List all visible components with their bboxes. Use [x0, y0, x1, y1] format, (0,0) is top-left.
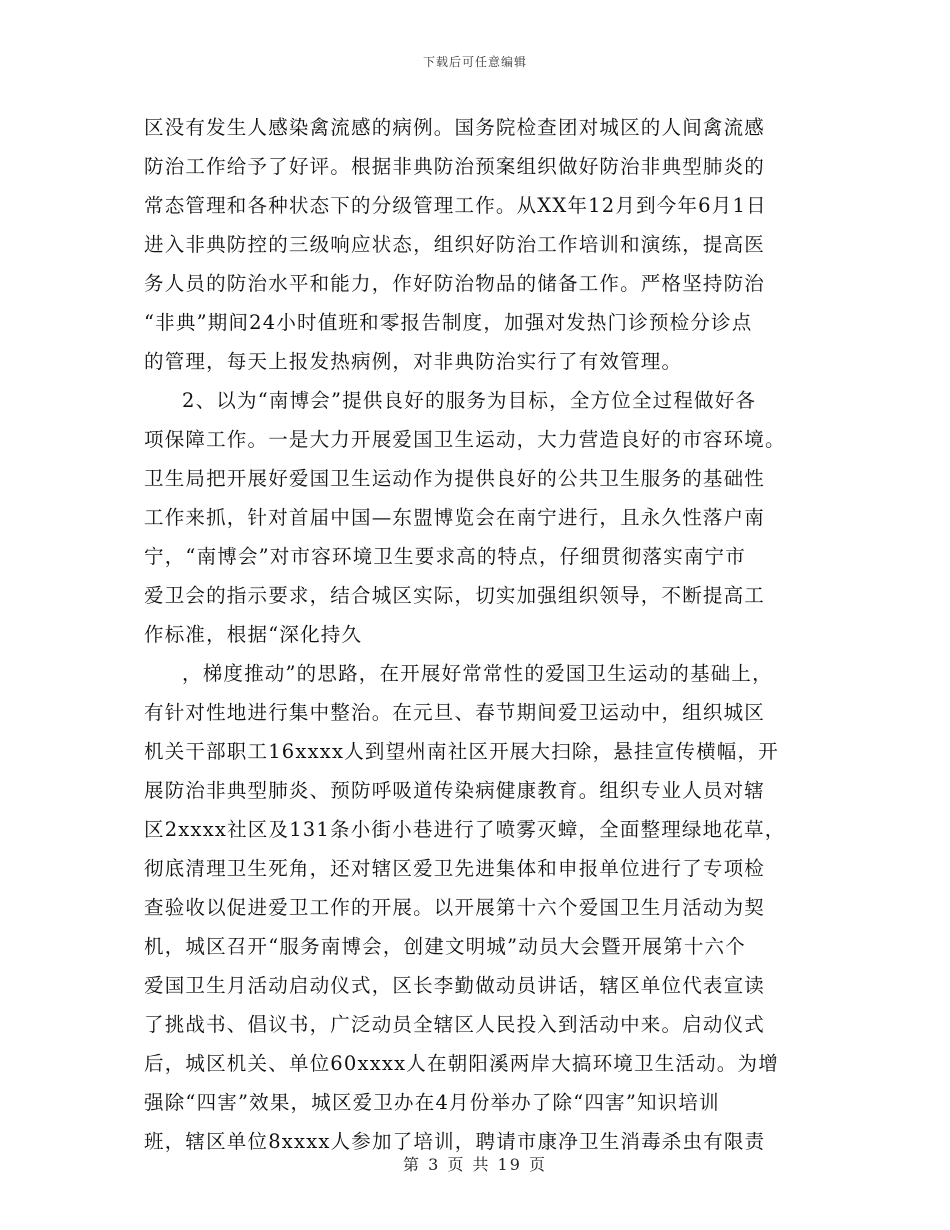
- text-line: 项保障工作。一是大力开展爱国卫生运动，大力营造良好的市容环境。: [144, 428, 786, 451]
- paragraph-start-line: 2、以为“南博会”提供良好的服务为目标，全方位全过程做好各: [182, 389, 757, 412]
- text-line: 的管理，每天上报发热病例，对非典防治实行了有效管理。: [144, 350, 683, 373]
- text-line: 展防治非典型肺炎、预防呼吸道传染病健康教育。组织专业人员对辖: [144, 779, 766, 802]
- text-line: “非典”期间24小时值班和零报告制度，加强对发热门诊预检分诊点: [144, 311, 753, 334]
- text-line: 了挑战书、倡议书，广泛动员全辖区人民投入到活动中来。启动仪式: [144, 1013, 766, 1036]
- text-line: 机，城区召开“服务南博会，创建文明城”动员大会暨开展第十六个: [144, 935, 746, 958]
- text-line: 宁，“南博会”对市容环境卫生要求高的特点，仔细贯彻落实南宁市: [144, 545, 746, 568]
- text-line: 区2xxxx社区及131条小街小巷进行了喷雾灭蟑，全面整理绿地花草，: [144, 818, 786, 841]
- text-line: 防治工作给予了好评。根据非典防治预案组织做好防治非典型肺炎的: [144, 155, 766, 178]
- text-line: 班，辖区单位8xxxx人参加了培训，聘请市康净卫生消毒杀虫有限责: [144, 1130, 766, 1153]
- paragraph-start-line: ，梯度推动”的思路，在开展好常常性的爱国卫生运动的基础上，: [182, 662, 773, 685]
- page-header: 下载后可任意编辑: [422, 55, 527, 69]
- text-line: 强除“四害”效果，城区爱卫办在4月份举办了除“四害”知识培训: [144, 1091, 720, 1114]
- text-line: 后，城区机关、单位60xxxx人在朝阳溪两岸大搞环境卫生活动。为增: [144, 1052, 779, 1075]
- text-line: 区没有发生人感染禽流感的病例。国务院检查团对城区的人间禽流感: [144, 116, 766, 139]
- text-line: 有针对性地进行集中整治。在元旦、春节期间爱卫运动中，组织城区: [144, 701, 766, 724]
- text-line: 工作来抓，针对首届中国—东盟博览会在南宁进行，且永久性落户南: [144, 506, 766, 529]
- document-body: [144, 108, 808, 1161]
- text-line: 爱国卫生月活动启动仪式，区长李勤做动员讲话，辖区单位代表宣读: [144, 974, 766, 997]
- text-line: 爱卫会的指示要求，结合城区实际，切实加强组织领导，不断提高工: [144, 584, 766, 607]
- text-line: 彻底清理卫生死角，还对辖区爱卫先进集体和申报单位进行了专项检: [144, 857, 766, 880]
- text-line: 常态管理和各种状态下的分级管理工作。从XX年12月到今年6月1日: [144, 194, 767, 217]
- text-line: 查验收以促进爱卫工作的开展。以开展第十六个爱国卫生月活动为契: [144, 896, 766, 919]
- text-line: 务人员的防治水平和能力，作好防治物品的储备工作。严格坚持防治: [144, 272, 766, 295]
- page-number-footer: 第 3 页 共 19 页: [403, 1155, 547, 1174]
- text-line: 作标准，根据“深化持久: [144, 623, 363, 646]
- text-line: 机关干部职工16xxxx人到望州南社区开展大扫除，悬挂宣传横幅，开: [144, 740, 779, 763]
- text-line: 卫生局把开展好爱国卫生运动作为提供良好的公共卫生服务的基础性: [144, 467, 766, 490]
- text-line: 进入非典防控的三级响应状态，组织好防治工作培训和演练，提高医: [144, 233, 766, 256]
